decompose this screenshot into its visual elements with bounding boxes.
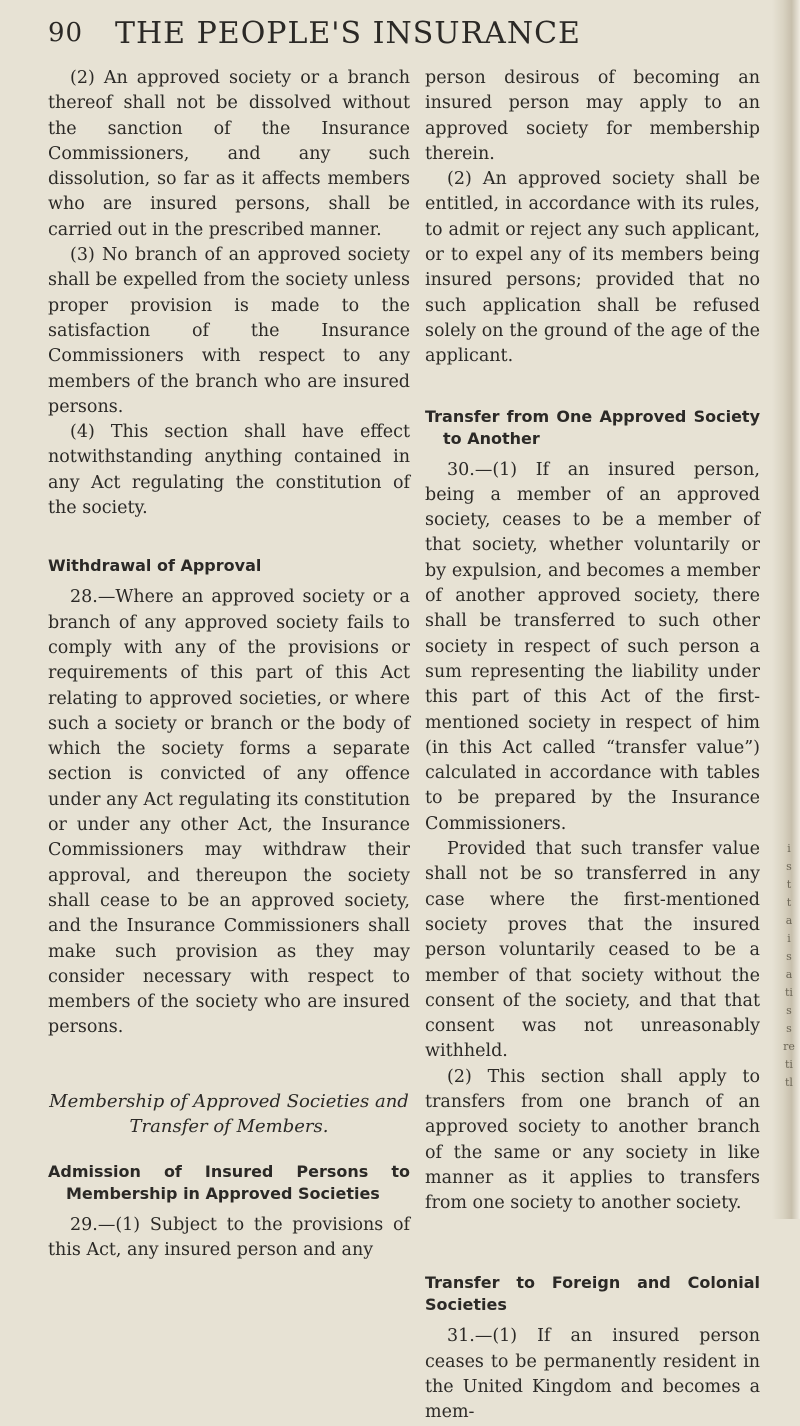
page-number: 90 [48, 18, 84, 48]
edge-glyph: a [785, 968, 793, 981]
section-30-proviso: Provided that such transfer value shall not be so transferred in any case where the first-mentioned society proves that the insured person voluntarily ceased to be a member of that society without the consent of the society, and that that consent was not unreasonably withheld. [425, 839, 760, 1062]
section-29-continued: person desirous of becoming an insured person may apply to an approved society for membership therein. [425, 68, 760, 164]
edge-glyph: a [785, 914, 793, 927]
heading-transfer-between-societies: Transfer from One Approved Society to Another [425, 406, 760, 448]
edge-glyph: ti [785, 986, 793, 999]
edge-glyph: i [787, 842, 791, 855]
section-28: 28.—Where an approved society or a branch of any approved society fails to comply with any of the provisions or requirements of this part of this Act relating to approved societies, or where such a society or branch or the body of which the society forms a separate section is convicted of any offence under any Act regulating its constitution or under any other Act, the Insurance Commissioners may withdraw their approval, and thereupon the society shall cease to be an approved society, and the Insurance Commissioners shall make such provision as they may consider necessary with respect to members of the society who are insured persons. [48, 587, 410, 1038]
edge-glyph: ti [785, 1058, 793, 1071]
edge-glyph: s [786, 1022, 792, 1035]
edge-glyph: i [787, 932, 791, 945]
heading-foreign-colonial: Transfer to Foreign and Colonial Societies [425, 1273, 760, 1315]
section-31-start: 31.—(1) If an insured person ceases to be permanently resident in the United Kingdom and becomes a mem- [425, 1326, 760, 1423]
section-30: 30.—(1) If an insured person, being a member of an approved society, ceases to be a member of that society, whether voluntarily or by expulsion, and becomes a member of another approved society, there shall be transferred to such other society in respect of such person a sum representing the liability under this part of this Act of the first-mentioned society in respect of him (in this Act called “transfer value”) calculated in accordance with tables to be prepared by the Insurance Commissioners. [425, 459, 760, 834]
edge-glyph: s [786, 860, 792, 873]
edge-glyph: tl [785, 1076, 793, 1089]
heading-admission: Admission of Insured Persons to Membership in Approved Societies [48, 1161, 410, 1203]
left-column [48, 66, 410, 1263]
section-27-para-3: (3) No branch of an approved society shall be expelled from the society unless proper provision is made to the satisfaction of the Insurance Commissioners with respect to any members of the branch who are insured persons. [48, 245, 410, 417]
section-30-para-2: (2) This section shall apply to transfers from one branch of an approved society to another branch of the same or any society in like manner as it applies to transfers from one society to another society. [425, 1066, 760, 1214]
edge-glyph: re [783, 1040, 795, 1053]
edge-glyphs [782, 840, 796, 1092]
heading-membership-and-transfer: Membership of Approved Societies and Transfer of Members. [49, 1090, 409, 1137]
edge-glyph: t [786, 878, 792, 891]
section-29-para-2: (2) An approved society shall be entitled, in accordance with its rules, to admit or reject any such applicant, or to expel any of its members being insured persons; provided that no such application shall be refused solely on the ground of the age of the applicant. [425, 169, 760, 367]
section-27-para-4: (4) This section shall have effect notwithstanding anything contained in any Act regulating the constitution of the society. [48, 422, 410, 519]
edge-glyph: s [786, 950, 792, 963]
edge-glyph: t [786, 896, 792, 909]
edge-glyph: s [786, 1004, 792, 1017]
running-title: THE PEOPLE'S INSURANCE [115, 16, 581, 51]
section-27-para-2: (2) An approved society or a branch thereof shall not be dissolved without the sanction of the Insurance Commissioners, and any such dissolution, so far as it affects members who are insured persons, shall be carried out in the prescribed manner. [48, 68, 410, 240]
page-header [48, 8, 748, 52]
section-29-start: 29.—(1) Subject to the provisions of this Act, any insured person and any [48, 1214, 410, 1260]
right-column [425, 66, 760, 1426]
heading-withdrawal-of-approval: Withdrawal of Approval [48, 556, 262, 576]
page-edge [772, 0, 800, 1219]
